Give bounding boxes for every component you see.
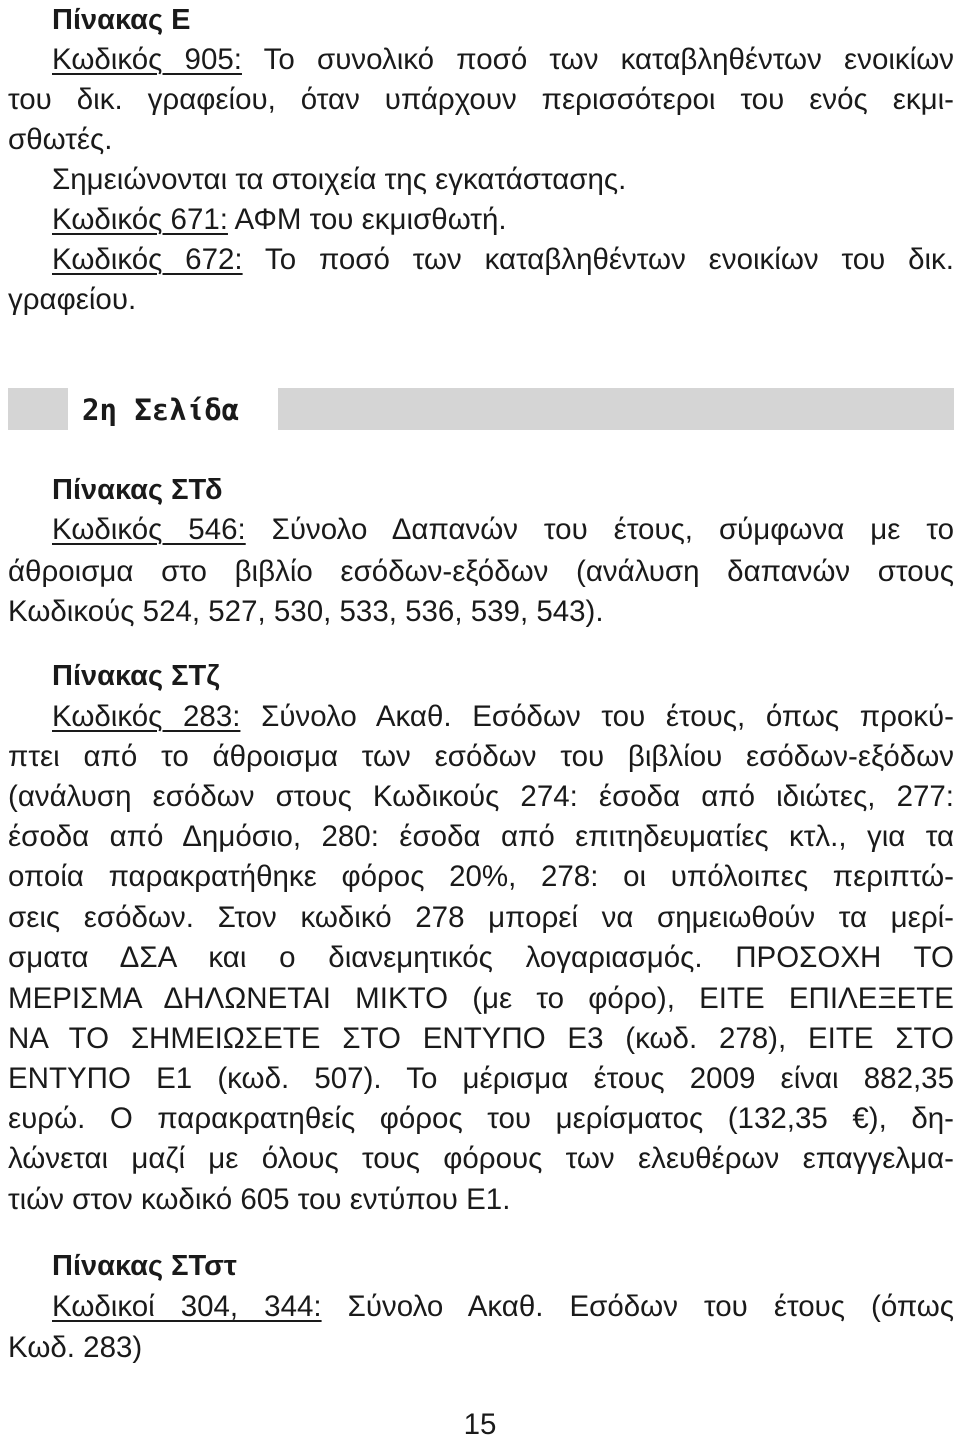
code-905-line-1: Κωδικός 905: Το συνολικό ποσό των καταβληθέντων ενοικίων: [52, 43, 954, 76]
code-671-line: Κωδικός 671: ΑΦΜ του εκμισθωτή.: [52, 203, 507, 236]
code-672-line-2: γραφείου.: [8, 283, 137, 316]
code-283-line-1: Κωδικός 283: Σύνολο Ακαθ. Εσόδων του έτους, όπως προκύ-: [52, 700, 954, 733]
page-section-label: 2η Σελίδα: [82, 393, 240, 427]
code-283-line-4: έσοδα από Δημόσιο, 280: έσοδα από επιτηδευματίες κτλ., για τα: [8, 820, 954, 853]
heading-pinakas-e: Πίνακας Ε: [52, 4, 191, 36]
heading-pinakas-st-z: Πίνακας ΣΤζ: [52, 660, 220, 692]
code-546-line-1: Κωδικός 546: Σύνολο Δαπανών του έτους, σύμφωνα με το: [52, 513, 954, 546]
code-671-label: Κωδικός 671:: [52, 203, 228, 236]
page-section-bar: [8, 388, 954, 430]
code-283-label: Κωδικός 283:: [52, 700, 241, 733]
code-283-line-6: σεις εσόδων. Στον κωδικό 278 μπορεί να σημειωθούν τα μερί-: [8, 901, 954, 934]
heading-pinakas-st-d: Πίνακας ΣΤδ: [52, 474, 223, 506]
code-672-label: Κωδικός 672:: [52, 243, 243, 276]
codes-304-344-line-2: Κωδ. 283): [8, 1331, 143, 1364]
code-283-line-8: ΜΕΡΙΣΜΑ ΔΗΛΩΝΕΤΑΙ ΜΙΚΤΟ (με το φόρο), ΕΙΤΕ ΕΠΙΛΕΞΕΤΕ: [8, 982, 954, 1015]
section-bar-right-block: [278, 388, 954, 430]
code-905-line-2: του δικ. γραφείου, όταν υπάρχουν περισσότεροι του ενός εκμι-: [8, 83, 954, 116]
code-283-line-7: σματα ΔΣΑ και ο διανεμητικός λογαριασμός. ΠΡΟΣΟΧΗ ΤΟ: [8, 941, 954, 974]
note-installation: Σημειώνονται τα στοιχεία της εγκατάστασης.: [52, 163, 627, 196]
section-bar-left-block: [8, 388, 68, 430]
code-283-line-13: τιών στον κωδικό 605 του εντύπου Ε1.: [8, 1183, 511, 1216]
code-546-line-3: Κωδικούς 524, 527, 530, 533, 536, 539, 543).: [8, 595, 604, 628]
code-905-line-3: σθωτές.: [8, 123, 113, 156]
codes-304-344-label: Κωδικοί 304, 344:: [52, 1290, 322, 1323]
code-283-line-10: ΕΝΤΥΠΟ Ε1 (κωδ. 507). Το μέρισμα έτους 2009 είναι 882,35: [8, 1062, 954, 1095]
code-283-line-12: λώνεται μαζί με όλους τους φόρους των ελευθέρων επαγγελμα-: [8, 1142, 954, 1175]
code-905-label: Κωδικός 905:: [52, 43, 242, 76]
code-546-label: Κωδικός 546:: [52, 513, 246, 546]
heading-pinakas-st-st: Πίνακας ΣΤστ: [52, 1250, 237, 1282]
codes-304-344-line-1: Κωδικοί 304, 344: Σύνολο Ακαθ. Εσόδων του έτους (όπως: [52, 1290, 954, 1323]
code-672-line-1: Κωδικός 672: Το ποσό των καταβληθέντων ενοικίων του δικ.: [52, 243, 954, 276]
code-283-line-11: ευρώ. Ο παρακρατηθείς φόρος του μερίσματος (132,35 €), δη-: [8, 1102, 954, 1135]
code-283-line-5: οποία παρακρατήθηκε φόρος 20%, 278: οι υπόλοιπες περιπτώ-: [8, 860, 954, 893]
code-283-line-3: (ανάλυση εσόδων στους Κωδικούς 274: έσοδα από ιδιώτες, 277:: [8, 780, 954, 813]
page-number: 15: [463, 1408, 497, 1441]
code-283-line-2: πτει από το άθροισμα των εσόδων του βιβλίου εσόδων-εξόδων: [8, 740, 954, 773]
code-546-line-2: άθροισμα στο βιβλίο εσόδων-εξόδων (ανάλυση δαπανών στους: [8, 555, 954, 588]
code-283-line-9: ΝΑ ΤΟ ΣΗΜΕΙΩΣΕΤΕ ΣΤΟ ΕΝΤΥΠΟ Ε3 (κωδ. 278), ΕΙΤΕ ΣΤΟ: [8, 1022, 954, 1055]
